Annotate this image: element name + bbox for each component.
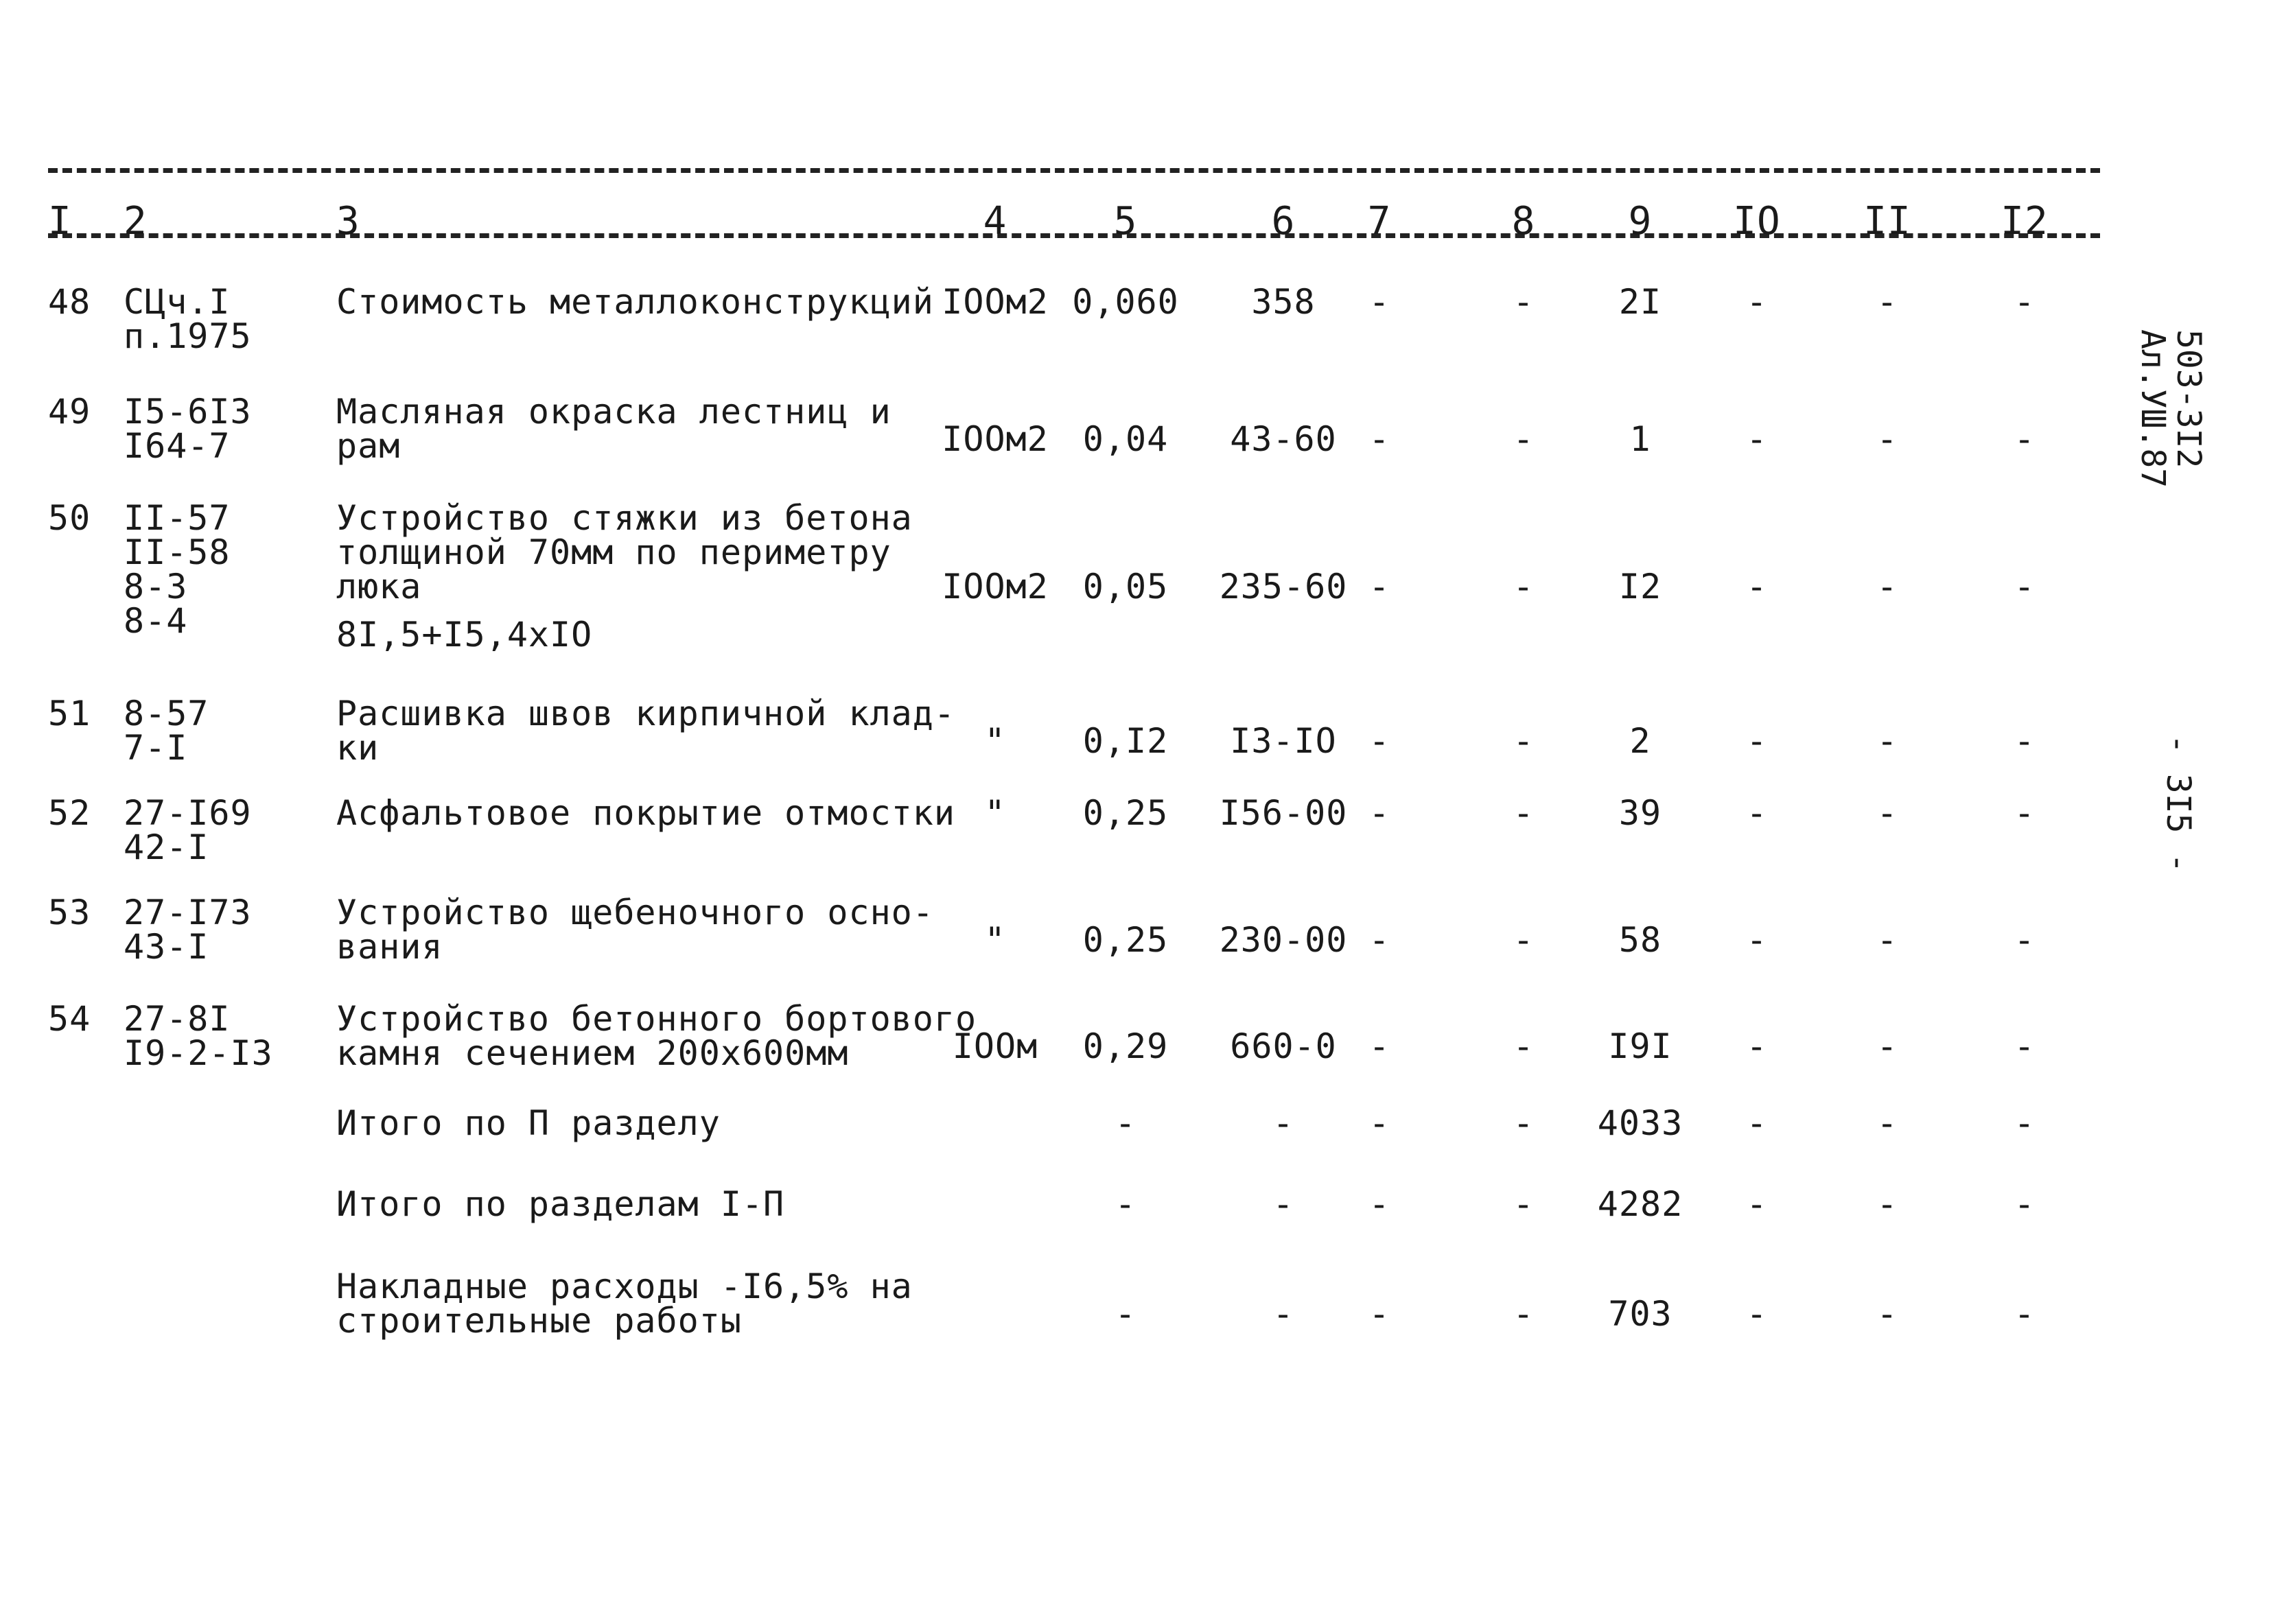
total-c12: - <box>2014 1184 2036 1224</box>
row-col8: - <box>1513 567 1535 607</box>
row-total: 39 <box>1618 793 1662 833</box>
total-description: Итого по П разделу <box>336 1103 721 1143</box>
row-unit: IOOм2 <box>942 419 1049 459</box>
column-header-7: 7 <box>1367 199 1392 244</box>
row-col8: - <box>1513 793 1535 833</box>
row-col12: - <box>2014 1026 2036 1066</box>
total-c11: - <box>1876 1294 1898 1334</box>
column-header-8: 8 <box>1511 199 1536 244</box>
total-c7: - <box>1368 1103 1390 1143</box>
row-number: 54 <box>48 999 91 1039</box>
column-header-10: IO <box>1733 199 1781 244</box>
row-col11: - <box>1876 793 1898 833</box>
row-col12: - <box>2014 567 2036 607</box>
row-code: II-57 II-58 8-3 8-4 <box>124 498 231 641</box>
total-c6: - <box>1272 1294 1294 1334</box>
row-code: СЦч.I п.1975 <box>124 282 252 356</box>
row-col12: - <box>2014 282 2036 322</box>
row-col8: - <box>1513 721 1535 761</box>
column-header-9: 9 <box>1628 199 1653 244</box>
row-col8: - <box>1513 282 1535 322</box>
row-unit: " <box>984 793 1006 833</box>
row-quantity: 0,I2 <box>1082 721 1169 761</box>
total-c11: - <box>1876 1184 1898 1224</box>
row-number: 49 <box>48 392 91 432</box>
column-header-1: I <box>48 199 72 244</box>
total-c10: - <box>1746 1103 1768 1143</box>
row-col8: - <box>1513 920 1535 960</box>
row-unit: " <box>984 920 1006 960</box>
top-dashed-rule <box>48 168 2100 173</box>
column-header-5: 5 <box>1113 199 1138 244</box>
row-price: I56-00 <box>1219 793 1348 833</box>
row-total: 2I <box>1618 282 1662 322</box>
column-header-2: 2 <box>124 199 148 244</box>
row-col11: - <box>1876 920 1898 960</box>
row-col10: - <box>1746 721 1768 761</box>
row-col10: - <box>1746 419 1768 459</box>
row-code: 27-I73 43-I <box>124 893 252 967</box>
total-description: Накладные расходы -I6,5% на строительные работы <box>336 1267 913 1341</box>
row-unit: IOOм2 <box>942 282 1049 322</box>
row-code: I5-6I3 I64-7 <box>124 392 252 466</box>
row-unit: " <box>984 721 1006 761</box>
column-header-3: 3 <box>336 199 360 244</box>
row-total: I2 <box>1618 567 1662 607</box>
row-col7: - <box>1368 282 1390 322</box>
total-c6: - <box>1272 1103 1294 1143</box>
row-description: Стоимость металлоконструкций <box>336 282 934 322</box>
total-c5: - <box>1115 1294 1136 1334</box>
row-col10: - <box>1746 1026 1768 1066</box>
row-col8: - <box>1513 1026 1535 1066</box>
row-quantity: 0,060 <box>1072 282 1179 322</box>
row-quantity: 0,25 <box>1082 793 1169 833</box>
row-quantity: 0,05 <box>1082 567 1169 607</box>
row-code: 27-8I I9-2-I3 <box>124 999 273 1073</box>
row-description: Устройство бетонного бортового камня сечением 200x600мм <box>336 999 977 1073</box>
row-description: Масляная окраска лестниц и рам <box>336 392 891 466</box>
column-header-6: 6 <box>1271 199 1296 244</box>
row-description: Асфальтовое покрытие отмостки <box>336 793 955 833</box>
row-number: 53 <box>48 893 91 932</box>
total-c5: - <box>1115 1184 1136 1224</box>
total-c8: - <box>1513 1294 1535 1334</box>
row-col10: - <box>1746 793 1768 833</box>
total-c8: - <box>1513 1103 1535 1143</box>
row-col8: - <box>1513 419 1535 459</box>
row-price: I3-IO <box>1230 721 1337 761</box>
column-header-4: 4 <box>983 199 1007 244</box>
row-col11: - <box>1876 419 1898 459</box>
row-col7: - <box>1368 920 1390 960</box>
column-header-11: II <box>1863 199 1911 244</box>
column-header-12: I2 <box>2001 199 2049 244</box>
total-c9: 4282 <box>1597 1184 1683 1224</box>
row-total: 2 <box>1629 721 1651 761</box>
total-c8: - <box>1513 1184 1535 1224</box>
total-c10: - <box>1746 1184 1768 1224</box>
row-col10: - <box>1746 567 1768 607</box>
side-document-code: 503-3I2 Ал.УШ.87 <box>2134 329 2208 489</box>
row-unit: IOOм <box>952 1026 1038 1066</box>
total-c9: 4033 <box>1597 1103 1683 1143</box>
row-col12: - <box>2014 793 2036 833</box>
row-col7: - <box>1368 721 1390 761</box>
row-col7: - <box>1368 567 1390 607</box>
row-number: 52 <box>48 793 91 833</box>
total-c9: 703 <box>1608 1294 1672 1334</box>
row-calculation: 8I,5+I5,4xIO <box>336 615 593 655</box>
row-col7: - <box>1368 793 1390 833</box>
row-total: 1 <box>1629 419 1651 459</box>
row-number: 48 <box>48 282 91 322</box>
row-col10: - <box>1746 920 1768 960</box>
total-c7: - <box>1368 1294 1390 1334</box>
total-description: Итого по разделам I-П <box>336 1184 785 1224</box>
total-c7: - <box>1368 1184 1390 1224</box>
row-code: 27-I69 42-I <box>124 793 252 867</box>
row-price: 660-0 <box>1230 1026 1337 1066</box>
total-c6: - <box>1272 1184 1294 1224</box>
row-col7: - <box>1368 419 1390 459</box>
side-page-number: - 3I5 - <box>2159 734 2198 873</box>
row-price: 43-60 <box>1230 419 1337 459</box>
row-col12: - <box>2014 920 2036 960</box>
row-quantity: 0,04 <box>1082 419 1169 459</box>
row-col11: - <box>1876 1026 1898 1066</box>
total-c11: - <box>1876 1103 1898 1143</box>
row-col11: - <box>1876 282 1898 322</box>
row-col7: - <box>1368 1026 1390 1066</box>
row-description: Устройство стяжки из бетона толщиной 70мм по периметру люка <box>336 498 913 607</box>
row-description: Устройство щебеночного осно- вания <box>336 893 934 967</box>
row-price: 358 <box>1251 282 1316 322</box>
row-number: 51 <box>48 694 91 733</box>
row-number: 50 <box>48 498 91 538</box>
row-price: 235-60 <box>1219 567 1348 607</box>
row-col11: - <box>1876 567 1898 607</box>
total-c12: - <box>2014 1103 2036 1143</box>
row-col12: - <box>2014 419 2036 459</box>
row-col12: - <box>2014 721 2036 761</box>
total-c10: - <box>1746 1294 1768 1334</box>
row-total: 58 <box>1618 920 1662 960</box>
row-code: 8-57 7-I <box>124 694 209 768</box>
row-col10: - <box>1746 282 1768 322</box>
row-description: Расшивка швов кирпичной клад- ки <box>336 694 955 768</box>
total-c12: - <box>2014 1294 2036 1334</box>
row-col11: - <box>1876 721 1898 761</box>
row-quantity: 0,25 <box>1082 920 1169 960</box>
row-price: 230-00 <box>1219 920 1348 960</box>
total-c5: - <box>1115 1103 1136 1143</box>
row-unit: IOOм2 <box>942 567 1049 607</box>
row-quantity: 0,29 <box>1082 1026 1169 1066</box>
row-total: I9I <box>1608 1026 1672 1066</box>
